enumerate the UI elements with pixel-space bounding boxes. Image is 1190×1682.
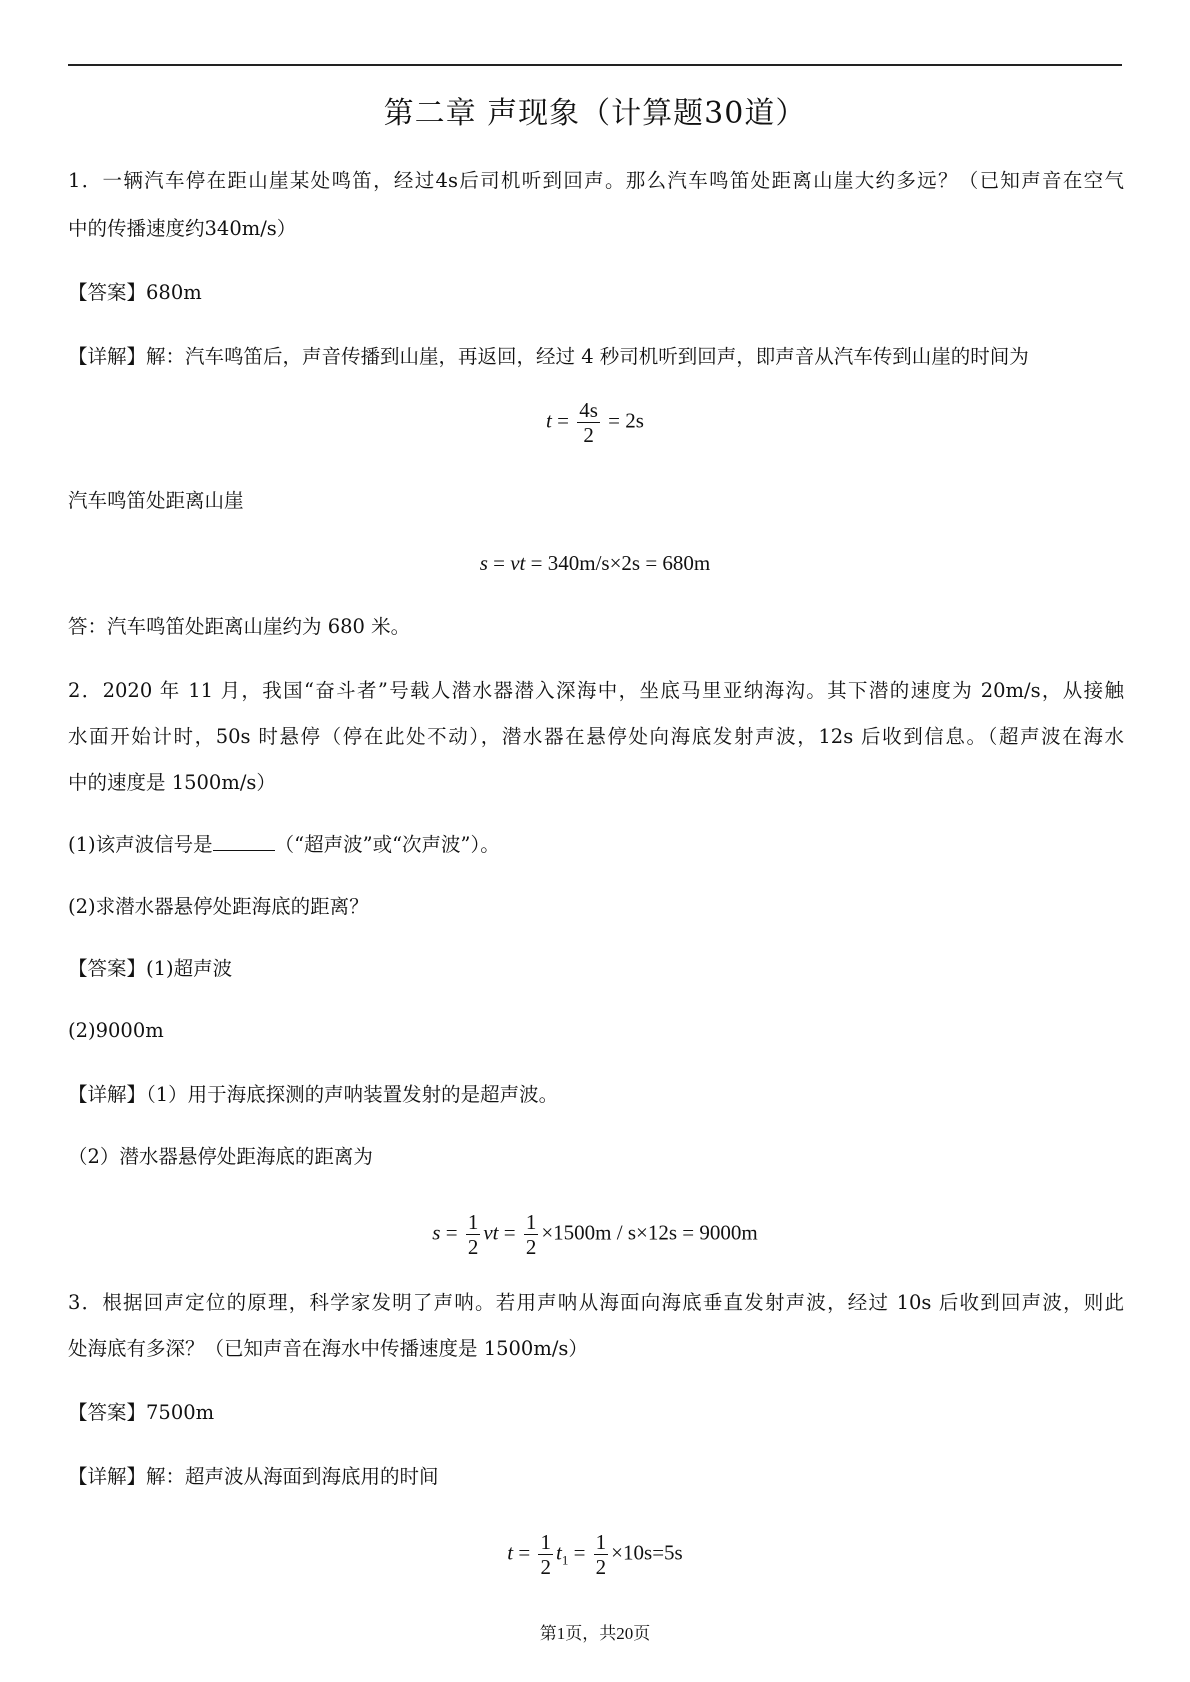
fraction-numerator: 1 — [595, 1530, 607, 1554]
fraction-numerator: 1 — [540, 1530, 551, 1554]
q1-equation-2 — [0, 548, 1190, 578]
answer-blank — [213, 830, 275, 851]
eq-equals: = — [551, 408, 575, 433]
q2-sub-question-1 — [68, 830, 1124, 860]
q2-text-line-3: 中的速度是 1500m/s） — [68, 771, 276, 794]
q2-detail-1: 【详解】（1）用于海底探测的声呐装置发射的是超声波。 — [68, 1083, 559, 1106]
q3-answer: 【答案】7500m — [68, 1401, 215, 1424]
q1-conclusion: 答：汽车鸣笛处距离山崖约为 680 米。 — [68, 615, 411, 638]
eq-result: ×10s=5s — [611, 1540, 683, 1565]
q2-answer-1: 【答案】(1)超声波 — [68, 957, 233, 980]
fraction — [577, 398, 600, 447]
eq-subscript: 1 — [561, 1552, 569, 1568]
q3-equation — [0, 1530, 1190, 1579]
eq-var-t: t — [546, 408, 552, 433]
eq-var-s: s — [432, 1220, 441, 1245]
q2-equation — [0, 1210, 1190, 1259]
q1-equation-1 — [0, 398, 1190, 447]
fraction-denominator: 2 — [583, 423, 594, 447]
eq-var-t: t — [507, 1540, 514, 1565]
q2-answer-2: (2)9000m — [68, 1019, 164, 1042]
q1-answer: 【答案】680m — [68, 281, 202, 304]
fraction-numerator: 1 — [525, 1210, 537, 1234]
fraction-denominator: 2 — [595, 1555, 607, 1579]
eq-var-vt: vt — [510, 551, 526, 575]
q2-sub1-suffix: （“超声波”或“次声波”）。 — [274, 833, 500, 856]
q3-detail: 【详解】解：超声波从海面到海底用的时间 — [68, 1465, 439, 1488]
page-title: 第二章 声现象（计算题30道） — [383, 96, 807, 131]
fraction-denominator: 2 — [540, 1555, 551, 1579]
q1-detail: 【详解】解：汽车鸣笛后，声音传播到山崖，再返回，经过 4 秒司机听到回声，即声音从汽车传到山崖的时间为 — [68, 345, 1029, 368]
fraction — [524, 1210, 539, 1259]
fraction — [466, 1210, 481, 1259]
fraction-denominator: 2 — [525, 1235, 537, 1259]
fraction-denominator: 2 — [467, 1235, 479, 1259]
q1-text-distance: 汽车鸣笛处距离山崖 — [68, 489, 244, 512]
q2-sub1-prefix: (1)该声波信号是 — [68, 833, 213, 856]
fraction — [538, 1530, 553, 1579]
eq-equals: = — [568, 1540, 591, 1565]
eq-equals: = — [487, 551, 511, 575]
q2-detail-2: （2）潜水器悬停处距海底的距离为 — [68, 1145, 373, 1168]
eq-equals: = — [440, 1220, 463, 1245]
q1-text-line-1: 1．一辆汽车停在距山崖某处鸣笛，经过4s后司机听到回声。那么汽车鸣笛处距离山崖大约多远？（已知声音在空气 — [68, 169, 1124, 192]
eq-result: ×1500m / s×12s = 9000m — [541, 1220, 758, 1245]
eq-equals: = — [513, 1540, 536, 1565]
eq-result: = 2s — [602, 408, 644, 433]
eq-result: = 340m/s×2s = 680m — [525, 551, 711, 575]
q3-text-line-2: 处海底有多深？（已知声音在海水中传播速度是 1500m/s） — [68, 1337, 588, 1360]
fraction — [594, 1530, 609, 1579]
fraction-numerator: 1 — [467, 1210, 479, 1234]
q2-sub-question-2: (2)求潜水器悬停处距海底的距离？ — [68, 895, 369, 918]
q1-text-line-2: 中的传播速度约340m/s） — [68, 217, 297, 240]
q2-text-line-2: 水面开始计时，50s 时悬停（停在此处不动），潜水器在悬停处向海底发射声波，12s 后收到信息。（超声波在海水 — [68, 725, 1124, 748]
fraction-numerator: 4s — [579, 398, 598, 422]
eq-var-s: s — [479, 551, 488, 575]
eq-var-t1: t — [555, 1540, 562, 1565]
page-footer: 第1页，共20页 — [539, 1624, 651, 1643]
eq-var-vt: vt — [483, 1220, 499, 1245]
q2-text-line-1: 2．2020 年 11 月，我国“奋斗者”号载人潜水器潜入深海中，坐底马里亚纳海沟。其下潜的速度为 20m/s，从接触 — [68, 679, 1124, 702]
eq-equals: = — [498, 1220, 521, 1245]
header-rule — [68, 64, 1122, 66]
q3-text-line-1: 3．根据回声定位的原理，科学家发明了声呐。若用声呐从海面向海底垂直发射声波，经过 10s 后收到回声波，则此 — [68, 1291, 1124, 1314]
